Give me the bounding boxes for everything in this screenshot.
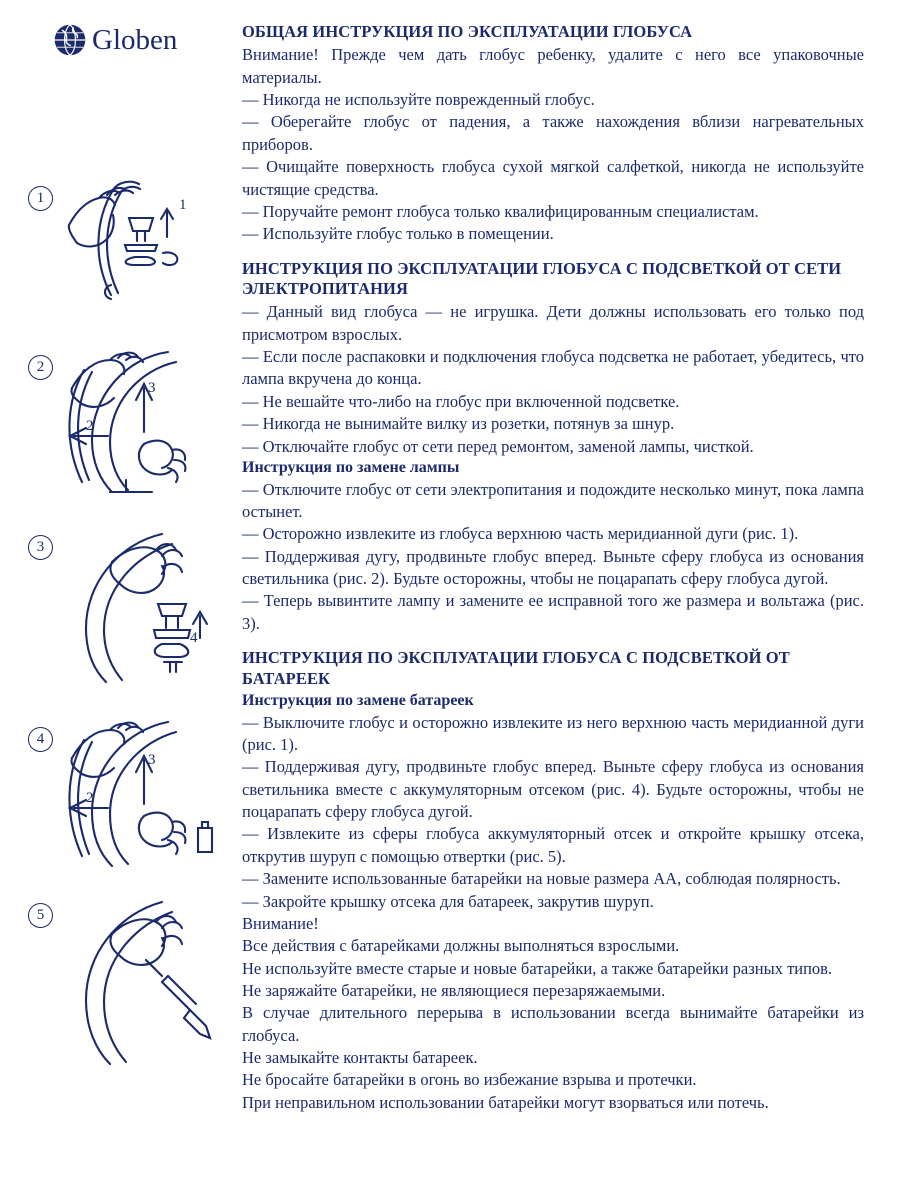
section-heading-battery-lighting: ИНСТРУКЦИЯ ПО ЭКСПЛУАТАЦИИ ГЛОБУСА С ПОДСВЕТКОЙ ОТ БАТАРЕЕК xyxy=(242,648,790,688)
figure-4-callout-3: 3 xyxy=(148,752,156,768)
paragraph: — Поддерживая дугу, продвиньте глобус вперед. Выньте сферу глобуса из основания светильника (рис. 2). Будьте осторожны, чтобы не поцарапать сферу глобуса дугой. xyxy=(242,546,864,589)
section-heading-general: ОБЩАЯ ИНСТРУКЦИЯ ПО ЭКСПЛУАТАЦИИ ГЛОБУСА xyxy=(242,22,693,41)
figure-4-callout-2: 2 xyxy=(86,790,94,806)
paragraph: Внимание! xyxy=(242,913,319,933)
figure-number-5: 5 xyxy=(28,903,53,928)
paragraph: — Поддерживая дугу, продвиньте глобус вперед. Выньте сферу глобуса из основания светильника вместе с аккумуляторным отсеком (рис. 4). Будьте осторожны, чтобы не поцарапать сферу глобуса дугой. xyxy=(242,757,864,822)
figure-2-callout-2: 2 xyxy=(86,418,94,434)
subsection-heading-lamp-replacement: Инструкция по замене лампы xyxy=(242,458,460,476)
paragraph: — Используйте глобус только в помещении. xyxy=(242,224,554,244)
figure-number-3: 3 xyxy=(28,535,53,560)
paragraph: — Если после распаковки и подключения глобуса подсветка не работает, убедитесь, что лампа вкручена до конца. xyxy=(242,347,864,389)
figure-1-callout-1: 1 xyxy=(179,197,187,213)
figure-3-illustration xyxy=(50,520,240,670)
paragraph: — Никогда не используйте поврежденный глобус. xyxy=(242,90,595,110)
figure-2-callout-3: 3 xyxy=(148,380,156,396)
globe-icon xyxy=(52,22,88,58)
paragraph: — Замените использованные батарейки на новые размера АА, соблюдая полярность. xyxy=(242,869,841,889)
illustrations-column xyxy=(0,0,232,1200)
figure-1-illustration xyxy=(55,165,245,315)
paragraph: Не бросайте батарейки в огонь во избежание взрыва и протечки. xyxy=(242,1070,697,1090)
figure-number-1: 1 xyxy=(28,186,53,211)
paragraph: Не замыкайте контакты батареек. xyxy=(242,1047,478,1067)
paragraph: — Выключите глобус и осторожно извлеките из него верхнюю часть меридианной дуги (рис. 1). xyxy=(242,712,864,755)
paragraph: При неправильном использовании батарейки могут взорваться или потечь. xyxy=(242,1092,769,1112)
paragraph: — Осторожно извлеките из глобуса верхнюю часть меридианной дуги (рис. 1). xyxy=(242,524,799,544)
figure-number-4: 4 xyxy=(28,727,53,752)
paragraph: — Извлеките из сферы глобуса аккумуляторный отсек и откройте крышку отсека, открутив шуруп с помощью отвертки (рис. 5). xyxy=(242,824,864,866)
paragraph: — Данный вид глобуса — не игрушка. Дети должны использовать его только под присмотром взрослых. xyxy=(242,302,864,344)
figure-4-illustration xyxy=(48,712,238,862)
paragraph: — Закройте крышку отсека для батареек, закрутив шуруп. xyxy=(242,891,654,911)
paragraph: Не используйте вместе старые и новые батарейки, а также батарейки разных типов. xyxy=(242,958,833,978)
paragraph: — Никогда не вынимайте вилку из розетки, потянув за шнур. xyxy=(242,414,675,434)
paragraph: — Поручайте ремонт глобуса только квалифицированным специалистам. xyxy=(242,201,759,221)
section-heading-mains-lighting: ИНСТРУКЦИЯ ПО ЭКСПЛУАТАЦИИ ГЛОБУСА С ПОДСВЕТКОЙ ОТ СЕТИ ЭЛЕКТРОПИТАНИЯ xyxy=(242,258,842,298)
paragraph: — Не вешайте что-либо на глобус при включенной подсветке. xyxy=(242,391,680,411)
paragraph: — Очищайте поверхность глобуса сухой мягкой салфеткой, никогда не используйте чистящие средства. xyxy=(242,157,864,199)
brand-logo xyxy=(52,22,177,58)
paragraph: В случае длительного перерыва в использовании всегда вынимайте батарейки из глобуса. xyxy=(242,1003,864,1045)
paragraph: Внимание! Прежде чем дать глобус ребенку, удалите с него все упаковочные материалы. xyxy=(242,45,864,87)
instructions-text-column xyxy=(242,22,864,1114)
figure-3-callout-4: 4 xyxy=(190,630,198,646)
paragraph: — Отключайте глобус от сети перед ремонтом, заменой лампы, чисткой. xyxy=(242,436,754,456)
paragraph: — Отключите глобус от сети электропитания и подождите несколько минут, пока лампа остынет. xyxy=(242,479,864,521)
brand-name: Globen xyxy=(92,23,178,56)
paragraph: Не заряжайте батарейки, не являющиеся перезаряжаемыми. xyxy=(242,980,666,1000)
paragraph: — Оберегайте глобус от падения, а также нахождения вблизи нагревательных приборов. xyxy=(242,112,864,154)
subsection-heading-battery-replacement: Инструкция по замене батареек xyxy=(242,691,474,709)
figure-2-illustration xyxy=(48,340,238,490)
paragraph: Все действия с батарейками должны выполняться взрослыми. xyxy=(242,936,680,956)
figure-5-illustration xyxy=(50,890,240,1075)
paragraph: — Теперь вывинтите лампу и замените ее исправной того же размера и вольтажа (рис. 3). xyxy=(242,591,864,633)
figure-number-2: 2 xyxy=(28,355,53,380)
